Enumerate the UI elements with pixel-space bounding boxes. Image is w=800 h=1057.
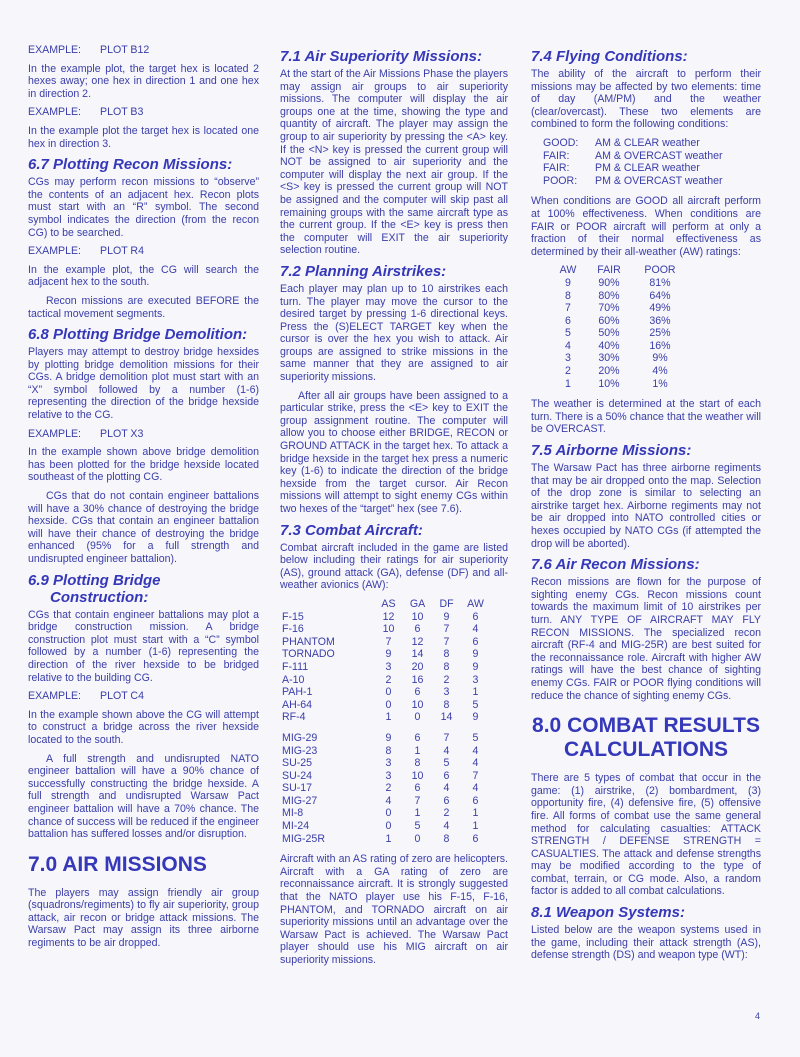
aircraft-rating: 7	[472, 769, 479, 782]
aircraft-rating: 16	[411, 673, 424, 686]
aircraft-rating: 6	[472, 794, 479, 807]
aircraft-name: MIG-25R	[282, 832, 325, 845]
aw-cell: 30%	[598, 352, 620, 365]
paragraph-6-7: CGs may perform recon missions to “observe” the contents of an adjacent hex. Recon plots must start with an “R” symbol. The second symbol indicates the direction (from the recon CG) to be searched.	[28, 176, 259, 239]
paragraph-x3b: CGs that do not contain engineer battalions will have a 30% chance of destroying the bridge hexside. CGs that contain an engineer battalion will have their chance of destroying the bridge enhanced (95% for a full strength and undisrupted engineer battalion).	[28, 490, 259, 565]
paragraph-c4: In the example shown above the CG will attempt to construct a bridge across the river hexside located to the south.	[28, 708, 259, 746]
aw-cell: 40%	[598, 339, 620, 352]
aircraft-rating: 9	[385, 648, 392, 661]
aircraft-rating: 0	[385, 807, 392, 820]
aw-row	[553, 340, 685, 353]
aircraft-rating: 4	[472, 744, 479, 757]
conditions-list	[543, 137, 761, 187]
aw-cell: 6	[565, 314, 571, 327]
aircraft-name: PAH-1	[282, 686, 313, 699]
aw-cell: 2	[565, 365, 571, 378]
aircraft-rating: 0	[385, 820, 392, 833]
aw-row	[553, 302, 685, 315]
aircraft-row	[282, 623, 490, 636]
aircraft-rating: 4	[443, 782, 450, 795]
column-left	[28, 44, 259, 956]
aircraft-row	[282, 674, 490, 687]
aircraft-row	[282, 636, 490, 649]
aircraft-rating: 3	[472, 673, 479, 686]
condition-row	[543, 175, 761, 188]
aircraft-rating: 6	[414, 731, 421, 744]
heading-6-7: 6.7 Plotting Recon Missions:	[28, 156, 233, 174]
aw-cell: 49%	[649, 302, 671, 315]
aircraft-rating: 9	[443, 610, 450, 623]
paragraph-c4b: A full strength and undisrupted NATO engineer battalion will have a 90% chance of successfully constructing the bridge hexside. A full strength and undisrupted Warsaw Pact engineer battalion will have a 70% chance. The chance of success will be reduced if the engineer battalion has suffered losses and/or disruption.	[28, 752, 259, 841]
aw-cell: 64%	[649, 289, 671, 302]
aw-row	[553, 378, 685, 391]
aircraft-rating: 2	[385, 782, 392, 795]
aw-cell: 7	[565, 302, 571, 315]
example-x3: EXAMPLE: PLOT X3	[28, 427, 144, 440]
aircraft-rating: 10	[411, 698, 424, 711]
aircraft-row	[282, 611, 490, 624]
aircraft-rating: 4	[443, 744, 450, 757]
aircraft-row	[282, 661, 490, 674]
aircraft-rating: 5	[414, 820, 421, 833]
aircraft-name: F-111	[282, 660, 309, 673]
column-middle	[280, 44, 508, 973]
aircraft-rating: 7	[443, 623, 450, 636]
aw-row	[553, 327, 685, 340]
condition-label: GOOD:	[543, 136, 579, 149]
aircraft-name: MIG-27	[282, 794, 318, 807]
aw-cell: 5	[565, 327, 571, 340]
aircraft-row	[282, 782, 490, 795]
paragraph-7-4c: The weather is determined at the start of each turn. There is a 50% chance that the weather will be OVERCAST.	[531, 398, 761, 436]
aircraft-rating: 8	[414, 757, 421, 770]
paragraph-8-1: Listed below are the weapon systems used in the game, including their attack strength (AS), defense strength (DS) and weapon type (WT):	[531, 924, 761, 962]
aircraft-rating: 8	[443, 832, 450, 845]
aircraft-rating: 14	[411, 648, 424, 661]
aircraft-rating: 9	[472, 648, 479, 661]
aircraft-rating: 10	[411, 610, 424, 623]
aw-row	[553, 352, 685, 365]
aw-header-fair: FAIR	[597, 264, 621, 277]
aircraft-name: A-10	[282, 673, 305, 686]
aw-table-header	[553, 264, 685, 277]
paragraph-7-5: The Warsaw Pact has three airborne regiments that may be air dropped onto the map. Selection of the drop zone is similar to selecting an airstrike target hex. Airborne regiments may not be air dropped into NATO controlled cities or hexes occupied by NATO CGs (if attempted the drop will be aborted).	[531, 462, 761, 550]
condition-label: FAIR:	[543, 149, 570, 162]
aircraft-name: SU-25	[282, 757, 313, 770]
paragraph-b12: In the example plot, the target hex is located 2 hexes away; one hex in direction 1 and one hex in direction 2.	[28, 62, 259, 100]
aircraft-name: F-16	[282, 623, 304, 636]
aircraft-rating: 6	[472, 635, 479, 648]
aircraft-rating: 6	[414, 782, 421, 795]
paragraph-7-3b: Aircraft with an AS rating of zero are helicopters. Aircraft with a GA rating of zero are reconnaissance aircraft. It is strongly suggested that the NATO player use his F-15, F-16, PHANTOM, and TORNADO aircraft on air superiority missions until an advantage over the Warsaw Pact is achieved. The Warsaw Pact player should use his MIG aircraft on air superiority missions.	[280, 853, 508, 966]
aw-cell: 36%	[649, 314, 671, 327]
aircraft-rating: 3	[385, 660, 392, 673]
paragraph-6-9: CGs that contain engineer battalions may plot a bridge construction mission. A bridge construction plot must start with a “C” symbol followed by a number (1-6) representing the direction of the river hexside to be bridged relative to the building CG.	[28, 608, 259, 684]
heading-7-5: 7.5 Airborne Missions:	[531, 442, 692, 460]
paragraph-7-2: Each player may plan up to 10 airstrikes each turn. The player may move the cursor to the desired target by pressing 1-6 directional keys. Press the (S)ELECT TARGET key when the cursor is over the hex you wish to attack. Air groups are assigned to strike missions in the same manner that they are assigned to air superiority missions.	[280, 282, 508, 384]
example-b12: EXAMPLE: PLOT B12	[28, 44, 150, 56]
aw-header-aw: AW	[559, 264, 577, 277]
aircraft-rating: 3	[385, 769, 392, 782]
aircraft-rating: 14	[440, 711, 453, 724]
aircraft-row	[282, 686, 490, 699]
aw-cell: 1%	[652, 377, 668, 390]
condition-label: FAIR:	[543, 162, 570, 175]
aw-cell: 70%	[598, 302, 620, 315]
condition-value: AM & CLEAR weather	[595, 136, 700, 149]
aw-row	[553, 277, 685, 290]
aircraft-row	[282, 795, 490, 808]
aw-cell: 20%	[598, 365, 620, 378]
aircraft-rating: 7	[414, 794, 421, 807]
heading-7-1: 7.1 Air Superiority Missions:	[280, 48, 482, 65]
aircraft-header-ga: GA	[409, 597, 426, 610]
aircraft-row	[282, 807, 490, 820]
paragraph-b3: In the example plot the target hex is located one hex in direction 3.	[28, 124, 259, 150]
condition-value: PM & CLEAR weather	[595, 162, 700, 175]
aircraft-table	[282, 598, 490, 845]
aircraft-header-aw: AW	[467, 597, 484, 610]
aircraft-name: MI-24	[282, 820, 310, 833]
aircraft-rating: 4	[385, 794, 392, 807]
paragraph-r4: In the example plot, the CG will search the adjacent hex to the south.	[28, 263, 259, 289]
aw-row	[553, 365, 685, 378]
paragraph-7-3: Combat aircraft included in the game are listed below including their ratings for air superiority (AS), ground attack (GA), defense (DF) and all-weather avionics (AW):	[280, 541, 508, 592]
paragraph-8-0: There are 5 types of combat that occur in the game: (1) airstrike, (2) bombardment, (3) opportunity fire, (4) defensive fire, (5) offensive fire. All forms of combat use the same general method for calculating casualties: ATTACK STRENGTH / DEFENSE STRENGTH = CASUALTIES. The attack and defense strengths may be modified according to the type of combat, terrain, or CG mode. Also, a random factor is added to all combat calculations.	[531, 772, 761, 898]
aircraft-name: F-15	[282, 610, 304, 623]
aw-row	[553, 315, 685, 328]
heading-7-4: 7.4 Flying Conditions:	[531, 48, 688, 65]
aircraft-header-df: DF	[439, 597, 454, 610]
condition-label: POOR:	[543, 174, 578, 187]
aircraft-rating: 20	[411, 660, 424, 673]
aw-cell: 9	[565, 276, 571, 289]
example-b3: EXAMPLE: PLOT B3	[28, 106, 144, 119]
aw-cell: 8	[565, 289, 571, 302]
aircraft-row	[282, 648, 490, 661]
aw-table	[553, 264, 685, 390]
heading-7-6: 7.6 Air Recon Missions:	[531, 556, 700, 574]
aw-cell: 10%	[598, 377, 620, 390]
aircraft-row	[282, 699, 490, 712]
condition-row	[543, 137, 761, 150]
aircraft-row	[282, 820, 490, 833]
aw-cell: 60%	[598, 314, 620, 327]
aircraft-rating: 4	[472, 757, 479, 770]
aircraft-rating: 6	[443, 794, 450, 807]
aircraft-rating: 6	[472, 610, 479, 623]
aw-cell: 4	[565, 339, 571, 352]
paragraph-x3: In the example shown above bridge demolition has been plotted for the bridge hexside located southeast of the plotting CG.	[28, 446, 259, 484]
aw-cell: 50%	[598, 327, 620, 340]
aw-cell: 25%	[649, 327, 671, 340]
aircraft-rating: 1	[385, 832, 392, 845]
aircraft-table-header	[282, 598, 490, 611]
aircraft-rating: 10	[382, 623, 395, 636]
paragraph-7-2b: After all air groups have been assigned to a particular strike, press the <E> key to EXIT the group assignment routine. The computer will allow you to choose either BRIDGE, RECON or GROUND ATTACK in the target hex. To attack a bridge hexside in the target hex press a numeric key (1-6) to indicate the direction of the bridge hexside from the target cursor. Air Recon missions will attempt to sight enemy CGs within two hexes of the “target” hex (see 7.6).	[280, 389, 508, 515]
aircraft-row	[282, 833, 490, 846]
aw-cell: 9%	[652, 352, 668, 365]
aircraft-rating: 9	[385, 731, 392, 744]
aircraft-rating: 6	[472, 832, 479, 845]
aircraft-rating: 12	[411, 635, 424, 648]
example-r4: EXAMPLE: PLOT R4	[28, 245, 144, 258]
paragraph-7-4b: When conditions are GOOD all aircraft perform at 100% effectiveness. When conditions are FAIR or POOR aircraft will perform at only a fraction of their normal effectiveness as determined by their all-weather (AW) ratings:	[531, 195, 761, 258]
aircraft-rating: 4	[472, 782, 479, 795]
aw-cell: 4%	[652, 365, 668, 378]
aircraft-rating: 5	[443, 757, 450, 770]
aircraft-name: SU-17	[282, 782, 313, 795]
aircraft-name: MIG-23	[282, 744, 318, 757]
aircraft-rating: 2	[443, 807, 450, 820]
aw-cell: 1	[565, 377, 571, 390]
aw-cell: 90%	[598, 276, 620, 289]
condition-value: AM & OVERCAST weather	[595, 149, 723, 162]
aircraft-rating: 5	[472, 731, 479, 744]
aircraft-rating: 9	[472, 711, 479, 724]
aw-cell: 16%	[649, 339, 671, 352]
aircraft-rating: 2	[385, 673, 392, 686]
paragraph-7-0: The players may assign friendly air group (squadrons/regiments) to fly air superiority, group attack, air recon or bridge attack missions. The Warsaw Pact may assign its three airborne regiments to be air dropped.	[28, 886, 259, 950]
aircraft-rating: 0	[414, 832, 421, 845]
aircraft-rating: 8	[443, 660, 450, 673]
example-c4: EXAMPLE: PLOT C4	[28, 690, 144, 703]
heading-6-8: 6.8 Plotting Bridge Demolition:	[28, 326, 248, 344]
aircraft-rating: 4	[472, 623, 479, 636]
aircraft-name: RF-4	[282, 711, 306, 724]
heading-7-0: 7.0 AIR MISSIONS	[28, 852, 207, 876]
aw-cell: 3	[565, 352, 571, 365]
aircraft-name: AH-64	[282, 698, 313, 711]
aircraft-rating: 0	[414, 711, 421, 724]
aircraft-rating: 9	[472, 660, 479, 673]
aw-row	[553, 290, 685, 303]
aircraft-header-as: AS	[381, 597, 396, 610]
aircraft-rating: 1	[472, 820, 479, 833]
paragraph-r4b: Recon missions are executed BEFORE the tactical movement segments.	[28, 294, 259, 320]
aircraft-name: SU-24	[282, 769, 313, 782]
condition-row	[543, 150, 761, 163]
heading-6-9: 6.9 Plotting Bridge Construction:	[28, 571, 161, 606]
aircraft-rating: 10	[411, 769, 424, 782]
aircraft-row	[282, 745, 490, 758]
aw-cell: 80%	[598, 289, 620, 302]
aircraft-name: MIG-29	[282, 731, 318, 744]
aircraft-rating: 8	[385, 744, 392, 757]
condition-value: PM & OVERCAST weather	[595, 174, 723, 187]
aircraft-rating: 1	[472, 686, 479, 699]
aw-header-poor: POOR	[644, 264, 676, 277]
aircraft-rating: 4	[443, 820, 450, 833]
aircraft-rating: 8	[443, 648, 450, 661]
paragraph-7-1: At the start of the Air Missions Phase the players may assign air groups to air superiority missions. The computer will display the air groups one at the time, showing the type and quantity of aircraft. The player may assign the group to air superiority by pressing the <A> key. If the <N> key is pressed the current group will NOT be assigned to air superiority and the computer will display the next air group. If the <S> key is pressed the current group will NOT be assigned and the computer will skip past all remaining groups with the same aircraft type as the current group. If the <E> key is press then the computer will EXIT the air superiority selection routine.	[280, 68, 508, 257]
aircraft-rating: 1	[414, 807, 421, 820]
condition-row	[543, 162, 761, 175]
aircraft-rating: 7	[385, 635, 392, 648]
page-number: 4	[755, 1011, 761, 1021]
aircraft-rating: 7	[443, 731, 450, 744]
aircraft-name: TORNADO	[282, 648, 335, 661]
aircraft-row	[282, 711, 490, 724]
aircraft-rating: 6	[443, 769, 450, 782]
aircraft-rating: 8	[443, 698, 450, 711]
aircraft-header-name	[282, 598, 374, 611]
aircraft-rating: 3	[443, 686, 450, 699]
aircraft-rating: 12	[382, 610, 395, 623]
heading-8-1: 8.1 Weapon Systems:	[531, 904, 685, 922]
heading-8-0: 8.0 COMBAT RESULTS CALCULATIONS	[532, 714, 760, 762]
aircraft-rating: 5	[472, 698, 479, 711]
aircraft-rating: 6	[414, 686, 421, 699]
aircraft-row	[282, 770, 490, 783]
paragraph-6-8: Players may attempt to destroy bridge hexsides by plotting bridge demolition missions for their CGs. A bridge demolition plot must start with an “X” symbol followed by a number (1-6) representing the direction of the bridge hexside relative to the CG.	[28, 346, 259, 422]
heading-7-2: 7.2 Planning Airstrikes:	[280, 262, 447, 280]
aircraft-rating: 0	[385, 686, 392, 699]
aircraft-rating: 6	[414, 623, 421, 636]
heading-7-3: 7.3 Combat Aircraft:	[280, 521, 423, 539]
aircraft-rating: 1	[414, 744, 421, 757]
aircraft-rating: 0	[385, 698, 392, 711]
column-right	[531, 44, 761, 968]
paragraph-7-6: Recon missions are flown for the purpose of sighting enemy CGs. Recon missions count towards the maximum limit of 10 airstrikes per turn. ANY TYPE OF AIRCRAFT MAY FLY RECON MISSIONS. The specialized recon aircraft (RF-4 and MIG-25R) are best suited for the reconnaissance role. Aircraft with higher AW ratings will have the best chance of sighting enemy CGs. FAIR or POOR flying conditions will reduce the chance of sighting enemy CGs.	[531, 576, 761, 702]
aircraft-rating: 1	[472, 807, 479, 820]
aircraft-rating: 1	[385, 711, 392, 724]
aircraft-rating: 7	[443, 635, 450, 648]
aircraft-rating: 3	[385, 757, 392, 770]
aircraft-name: PHANTOM	[282, 635, 335, 648]
aircraft-row	[282, 757, 490, 770]
aircraft-name: MI-8	[282, 807, 304, 820]
aircraft-rating: 2	[443, 673, 450, 686]
aw-cell: 81%	[649, 276, 671, 289]
aircraft-row	[282, 724, 490, 745]
paragraph-7-4: The ability of the aircraft to perform their missions may be affected by two elements: time of day (AM/PM) and the weather (clear/overcast). These two elements are combined to form the following conditions:	[531, 68, 761, 131]
